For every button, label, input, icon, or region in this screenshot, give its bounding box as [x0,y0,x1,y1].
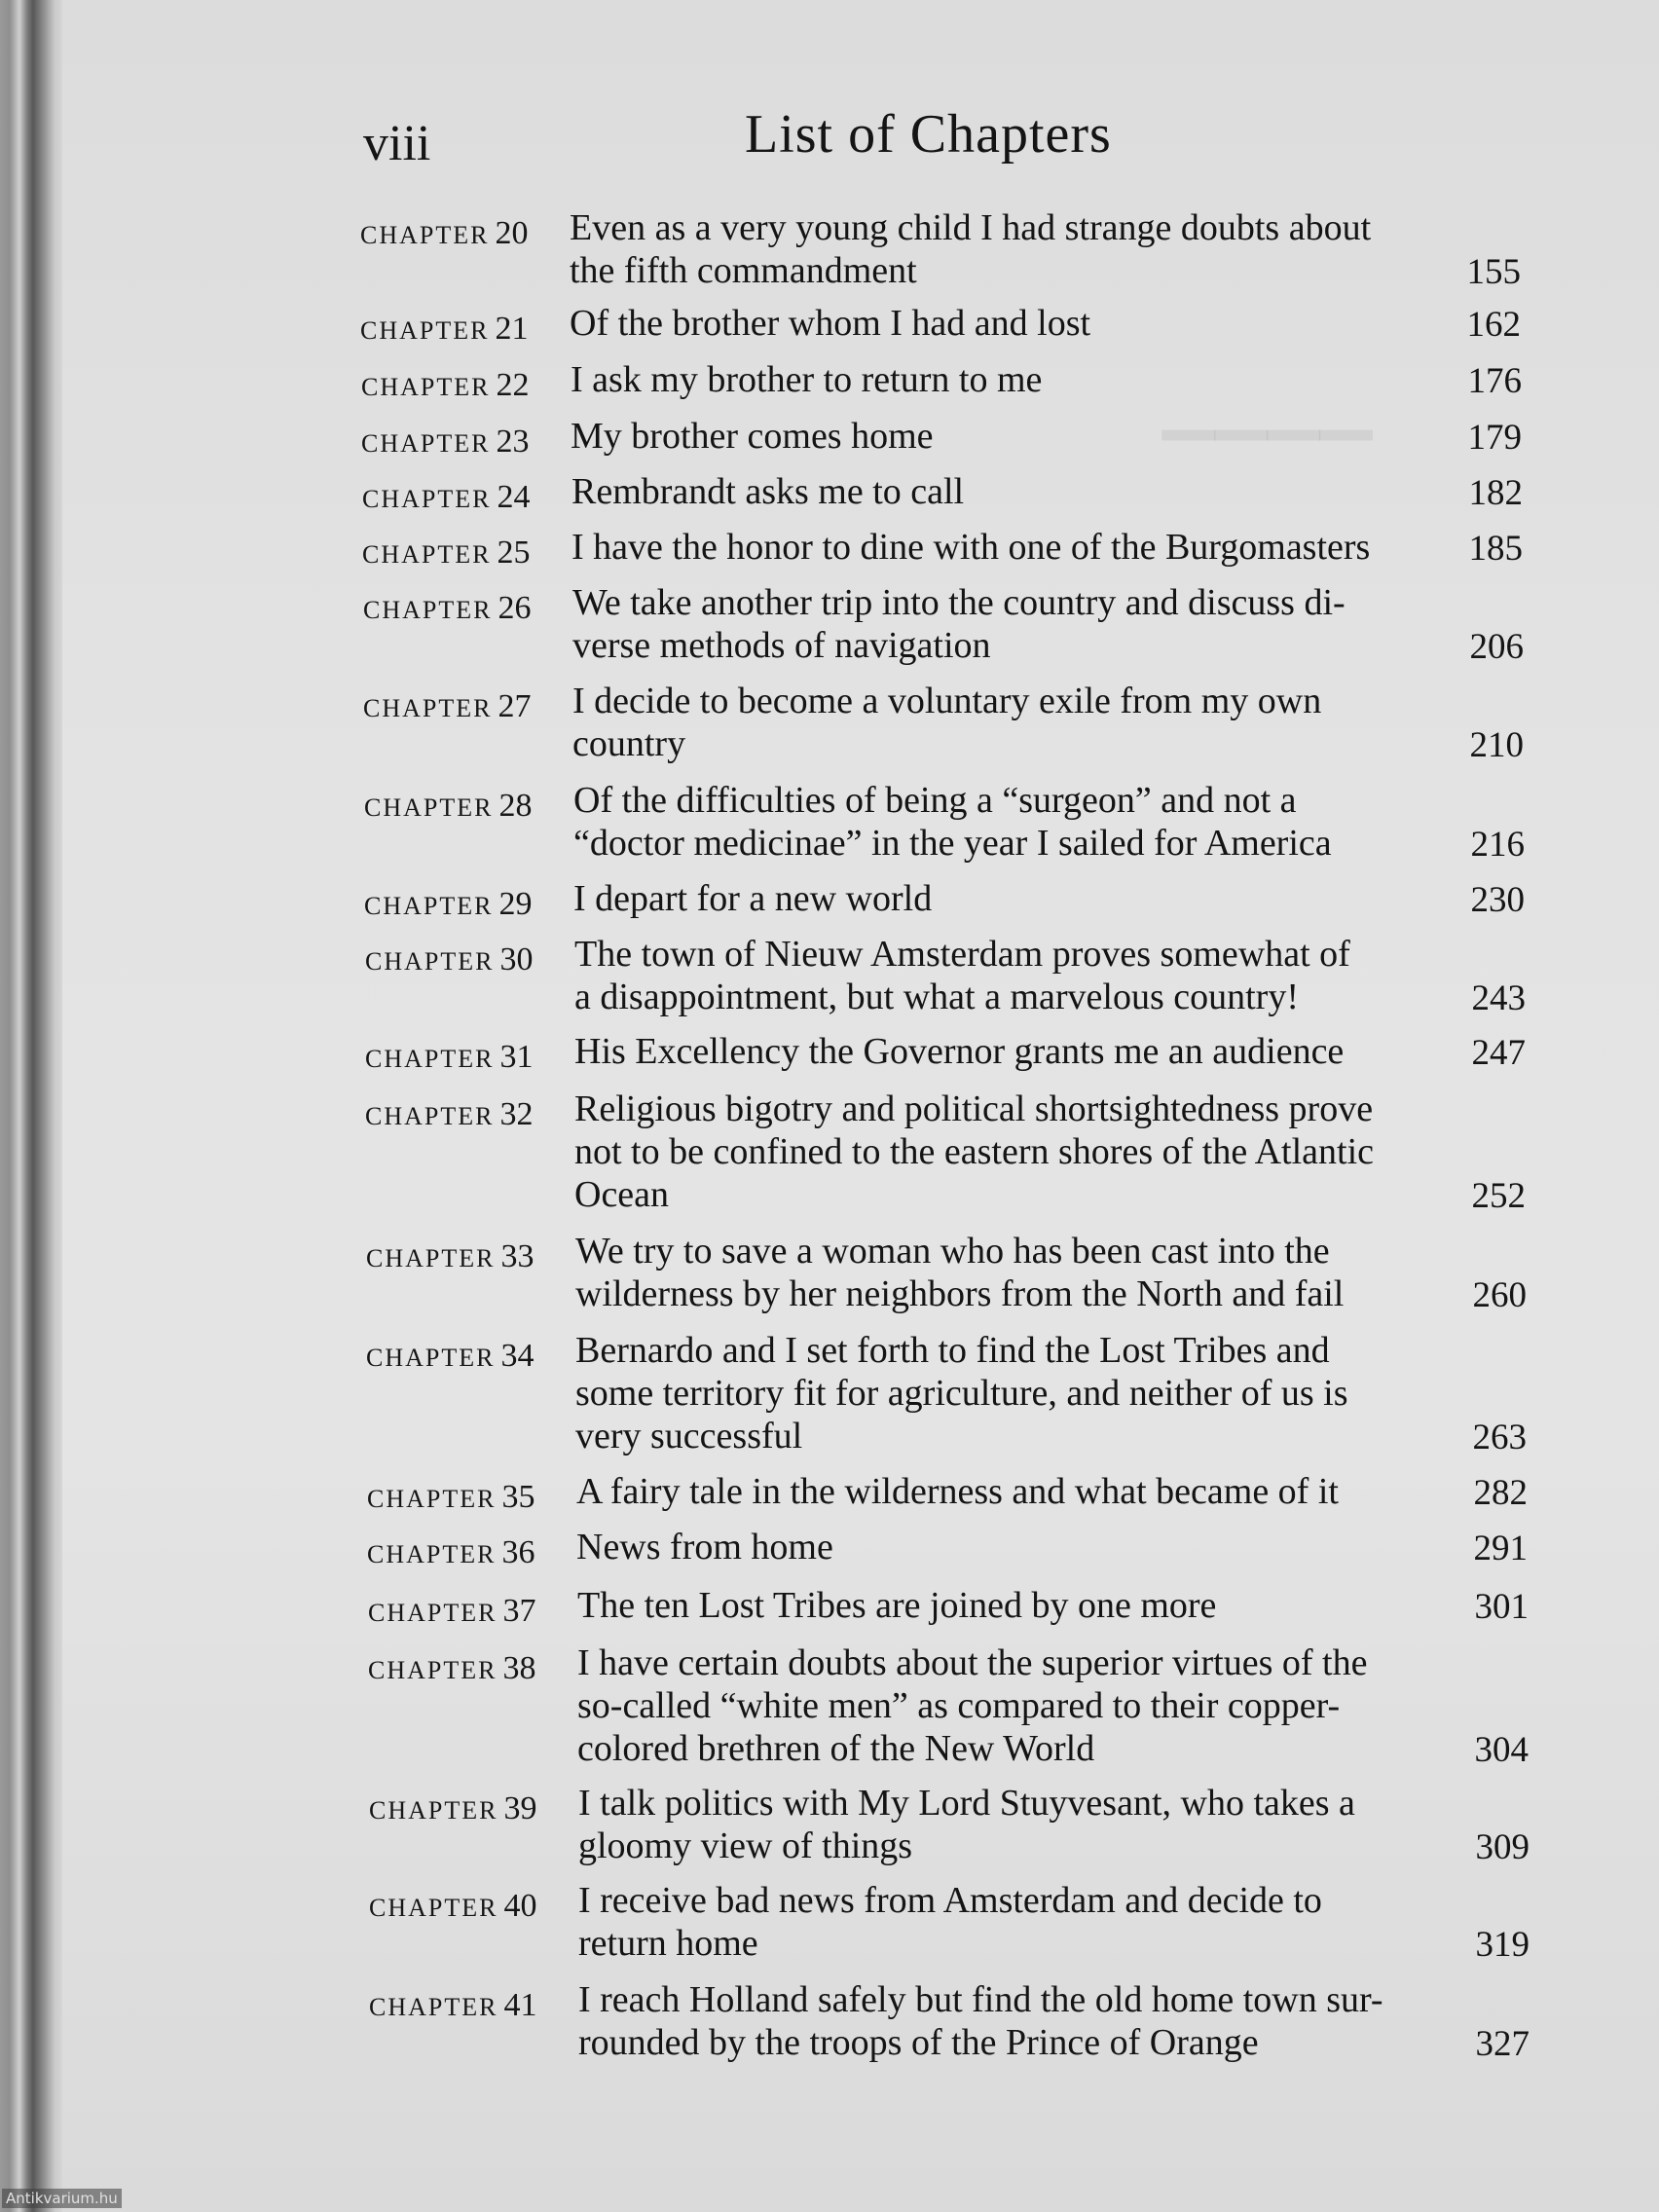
chapter-number: 27 [498,688,532,724]
chapter-title-line: I reach Holland safely but find the old home town sur- [578,1979,1383,2020]
chapter-title [575,1329,1447,1457]
chapter-number: 37 [502,1593,536,1629]
chapter-title-line: The ten Lost Tribes are joined by one more [577,1585,1217,1626]
chapter-number: 24 [497,479,531,515]
chapter-title-line: Ocean [574,1174,670,1215]
chapter-page-number: 185 [1468,529,1523,569]
chapter-title-line: the fifth commandment [570,250,917,291]
chapter-label [360,215,528,252]
chapter-number: 34 [500,1338,535,1374]
chapter-page-number: 327 [1475,2024,1530,2064]
chapter-title [573,877,1445,920]
chapter-number: 25 [497,535,531,571]
chapter-title [570,302,1441,345]
chapter-title [578,1782,1450,1867]
chapter-word: CHAPTER [363,596,493,624]
chapter-title-line: I depart for a new world [573,878,933,919]
chapter-page-number: 210 [1469,725,1524,765]
chapter-word: CHAPTER [368,1656,498,1684]
chapter-page-number: 247 [1471,1033,1526,1073]
chapter-label [367,1534,535,1571]
chapter-page-number: 291 [1473,1529,1528,1568]
chapter-title-line: My brother comes home [571,416,934,457]
page-number: viii [363,116,431,171]
chapter-label [363,688,531,725]
watermark: Antikvarium.hu [2,2189,122,2208]
chapter-page-number: 176 [1467,361,1522,401]
chapter-word: CHAPTER [369,1993,498,2021]
chapter-title [575,1230,1447,1315]
chapter-page-number: 252 [1471,1176,1526,1216]
chapter-word: CHAPTER [368,1599,498,1627]
chapter-title [570,206,1441,292]
chapter-title-line: News from home [576,1527,833,1567]
chapter-word: CHAPTER [365,1102,495,1130]
chapter-number: 41 [503,1987,537,2023]
chapter-title [574,1030,1446,1073]
chapter-word: CHAPTER [367,1540,497,1568]
chapter-label [367,1479,535,1516]
chapter-title [578,1978,1450,2064]
chapter-number: 30 [499,941,534,977]
chapter-title-line: return home [578,1923,758,1964]
chapter-number: 22 [496,367,530,403]
chapter-word: CHAPTER [361,429,491,458]
chapter-title-line: Bernardo and I set forth to find the Lost Tribes and [575,1330,1330,1371]
chapter-page-number: 179 [1467,418,1522,458]
chapter-title-line: rounded by the troops of the Prince of Orange [578,2022,1259,2063]
chapter-title-line: His Excellency the Governor grants me an audience [574,1031,1345,1072]
chapter-title-line: so-called “white men” as compared to their copper- [577,1685,1341,1726]
chapter-title [576,1470,1448,1513]
chapter-title [577,1641,1449,1770]
chapter-title-line: We take another trip into the country and discuss di- [572,582,1346,623]
chapter-page-number: 182 [1468,473,1523,513]
chapter-page-number: 206 [1469,627,1524,667]
chapter-label [365,941,533,978]
chapter-title-line: “doctor medicinae” in the year I sailed for America [573,823,1332,864]
chapter-label [368,1650,535,1687]
chapter-word: CHAPTER [364,892,494,920]
chapter-number: 36 [501,1534,535,1570]
chapter-label [365,1096,533,1133]
chapter-word: CHAPTER [364,793,494,822]
chapter-number: 21 [495,311,529,347]
chapter-title-line: We try to save a woman who has been cast into the [575,1231,1330,1272]
chapter-page-number: 282 [1473,1473,1528,1513]
chapter-word: CHAPTER [362,540,492,569]
chapter-title-line: The town of Nieuw Amsterdam proves somewhat of [574,934,1350,975]
chapter-title-line: not to be confined to the eastern shores of the Atlantic [574,1131,1374,1172]
chapter-title [574,1088,1446,1216]
chapter-page-number: 304 [1474,1730,1529,1770]
chapter-label [369,1790,536,1827]
chapter-page-number: 263 [1472,1418,1527,1457]
chapter-title-line: country [572,723,686,764]
chapter-word: CHAPTER [369,1894,498,1922]
chapter-word: CHAPTER [363,694,493,722]
chapter-word: CHAPTER [365,947,495,976]
chapter-number: 26 [498,590,532,626]
chapter-title [571,526,1443,569]
chapter-page-number: 155 [1466,252,1521,292]
chapter-title-line: Of the difficulties of being a “surgeon” and not a [573,780,1297,821]
chapter-title-line: wilderness by her neighbors from the North and fail [575,1273,1345,1314]
chapter-label [364,788,532,825]
chapter-number: 20 [495,215,529,251]
chapter-label [363,590,531,627]
chapter-label [360,311,528,348]
chapter-page-number: 319 [1475,1925,1530,1965]
chapter-title-line: very successful [575,1416,803,1456]
chapter-word: CHAPTER [366,1344,496,1372]
chapter-title [571,358,1442,401]
page-title: List of Chapters [745,104,1112,165]
chapter-title-line: gloomy view of things [578,1825,913,1866]
chapter-label [366,1338,534,1375]
chapter-title [572,581,1444,667]
chapter-title-line: I receive bad news from Amsterdam and decide to [578,1880,1322,1921]
chapter-number: 35 [501,1479,535,1515]
chapter-label [365,1039,533,1076]
chapter-title [577,1584,1449,1627]
chapter-title-line: Even as a very young child I had strange doubts about [570,207,1372,248]
chapter-page-number: 243 [1471,978,1526,1018]
chapter-label [364,886,532,923]
chapter-title-line: Religious bigotry and political shortsightedness prove [574,1088,1374,1129]
chapter-word: CHAPTER [360,316,490,345]
chapter-page-number: 216 [1470,825,1525,865]
chapter-page-number: 162 [1466,305,1521,345]
chapter-number: 31 [499,1039,534,1075]
chapter-label [369,1888,536,1925]
chapter-title [574,933,1446,1018]
chapter-number: 33 [500,1238,535,1274]
chapter-page-number: 301 [1474,1587,1529,1627]
chapter-number: 32 [499,1096,534,1132]
chapter-page-number: 260 [1472,1275,1527,1315]
chapter-title [576,1526,1448,1568]
chapter-title-line: A fairy tale in the wilderness and what became of it [576,1471,1339,1512]
chapter-word: CHAPTER [366,1244,496,1272]
chapter-title-line: I talk politics with My Lord Stuyvesant, who takes a [578,1783,1355,1824]
chapter-word: CHAPTER [365,1045,495,1073]
chapter-title-line: I decide to become a voluntary exile from my own [572,681,1322,721]
chapter-word: CHAPTER [360,221,490,249]
chapter-number: 40 [503,1888,537,1924]
chapter-word: CHAPTER [369,1796,498,1825]
chapter-title [572,680,1444,765]
chapter-word: CHAPTER [367,1485,497,1513]
chapter-label [361,367,529,404]
chapter-title [578,1879,1450,1965]
chapter-title-line: a disappointment, but what a marvelous country! [574,977,1299,1017]
chapter-label [369,1987,536,2024]
chapter-page-number: 309 [1475,1827,1530,1867]
chapter-word: CHAPTER [362,485,492,513]
chapter-number: 28 [498,788,533,824]
chapter-title-line: some territory fit for agriculture, and neither of us is [575,1373,1348,1414]
chapter-label [366,1238,534,1275]
chapter-title-line: verse methods of navigation [572,625,991,666]
chapter-title [571,470,1443,513]
chapter-number: 39 [503,1790,537,1826]
chapter-number: 38 [502,1650,536,1686]
chapter-title-line: Of the brother whom I had and lost [570,303,1091,344]
chapter-label [362,535,530,571]
chapter-label [368,1593,535,1630]
chapter-title-line: I ask my brother to return to me [571,359,1043,400]
chapter-title [573,779,1445,865]
chapter-title-line: I have the honor to dine with one of the Burgomasters [571,527,1371,568]
chapter-number: 23 [496,424,530,460]
chapter-title-line: I have certain doubts about the superior virtues of the [577,1642,1368,1683]
chapter-page-number: 230 [1470,880,1525,920]
chapter-title [571,415,1442,458]
show-through-shadow: ▁▁▁▁ [1162,364,1373,439]
chapter-word: CHAPTER [361,373,491,401]
chapter-label [361,424,529,461]
chapter-number: 29 [498,886,533,922]
chapter-title-line: Rembrandt asks me to call [571,471,965,512]
chapter-label [362,479,530,516]
chapter-title-line: colored brethren of the New World [577,1728,1095,1769]
